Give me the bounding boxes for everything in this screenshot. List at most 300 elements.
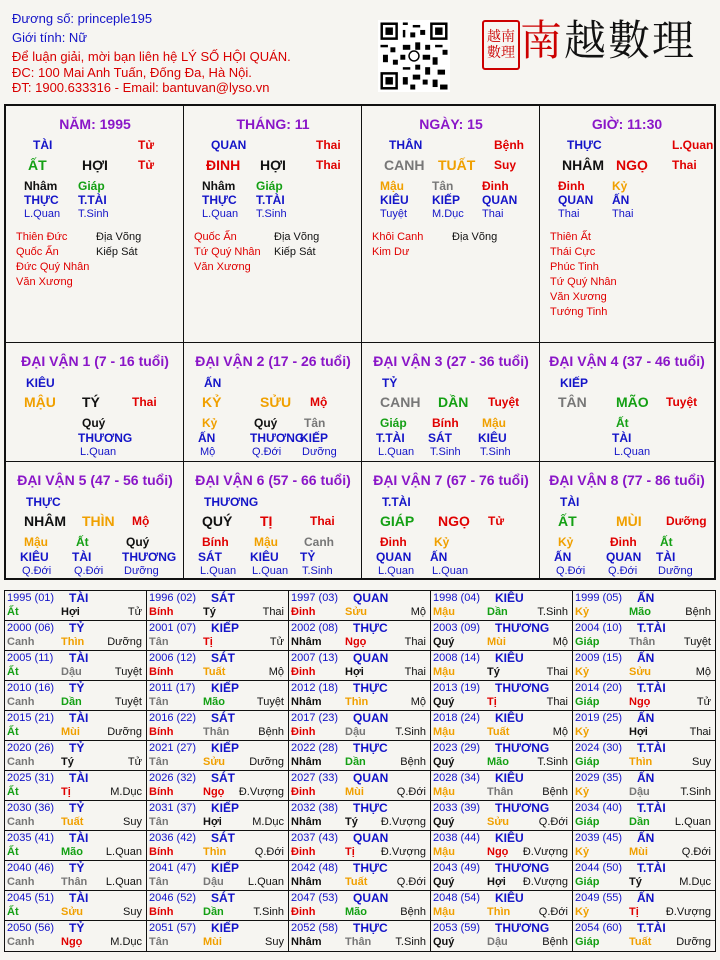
year-chi: Mùi (345, 786, 364, 798)
year-star: KIÊU (495, 591, 524, 605)
special-star: Khôi Canh (372, 231, 424, 243)
year-star: KIẾP (211, 861, 240, 875)
year-star: KIÊU (495, 771, 524, 785)
year-label: 2051 (57) (149, 922, 197, 934)
year-cell (289, 711, 431, 741)
year-label: 2037 (43) (291, 832, 339, 844)
pillar-can: CANH (384, 157, 425, 173)
year-phase: Bệnh (400, 906, 426, 918)
pillar-top-star: QUAN (211, 138, 247, 152)
hidden-stage: T.Sinh (480, 446, 511, 458)
year-label: 2007 (13) (291, 652, 339, 664)
year-cell (147, 831, 289, 861)
year-can: Đinh (291, 606, 316, 618)
year-chi: Mão (487, 756, 509, 768)
dai-van-state: Mộ (310, 395, 328, 409)
year-phase: Mộ (552, 636, 568, 648)
year-label: 2036 (42) (149, 832, 197, 844)
year-chi: Dần (629, 816, 650, 828)
dai-van-state: Tuyệt (666, 395, 698, 409)
year-phase: Tử (269, 636, 284, 648)
hidden-stage: Q.Đới (252, 446, 282, 458)
year-label: 2022 (28) (291, 742, 339, 754)
year-can: Canh (7, 876, 35, 888)
year-phase: Bệnh (400, 756, 426, 768)
year-phase: Thai (404, 636, 426, 648)
year-star: TÀI (69, 891, 89, 905)
pillar-title: GIỜ: 11:30 (591, 116, 663, 132)
dai-van-state: Mộ (132, 514, 150, 528)
year-can: Canh (7, 756, 35, 768)
special-star: Tứ Quý Nhân (194, 246, 261, 258)
hidden-stage: Dưỡng (658, 565, 693, 577)
year-chi: Mão (203, 696, 225, 708)
year-star: QUAN (353, 651, 389, 665)
hidden-star: QUAN (376, 550, 412, 564)
year-label: 2001 (07) (149, 622, 197, 634)
year-cell (147, 741, 289, 771)
year-can: Tân (149, 876, 169, 888)
year-chi: Hợi (203, 816, 222, 828)
dai-van-2 (184, 343, 362, 462)
year-chi: Hợi (345, 666, 364, 678)
year-can: Bính (149, 786, 174, 798)
year-star: TÀI (69, 831, 89, 845)
year-chi: Mùi (203, 936, 222, 948)
special-star: Tứ Quý Nhân (550, 276, 617, 288)
special-star: Văn Xương (550, 291, 607, 303)
hidden-star: QUAN (482, 193, 518, 207)
dai-van-can: KỶ (202, 394, 222, 410)
year-phase: Dưỡng (107, 636, 142, 648)
year-can: Tân (149, 936, 169, 948)
dai-van-star: KIẾP (560, 376, 589, 390)
year-star: QUAN (353, 891, 389, 905)
year-phase: Tuyệt (114, 666, 142, 678)
pillar-can: NHÂM (562, 157, 604, 173)
year-chi: Tuất (61, 816, 84, 828)
year-label: 2006 (12) (149, 652, 197, 664)
year-phase: Tử (696, 696, 711, 708)
year-star: ẤN (637, 591, 655, 605)
year-can: Canh (7, 816, 35, 828)
year-cell (147, 891, 289, 921)
year-cell (431, 711, 573, 741)
dai-van-title: ĐẠI VẬN 7 (67 - 76 tuổi) (373, 472, 529, 488)
year-cell (573, 771, 715, 801)
year-cell (147, 861, 289, 891)
year-cell (573, 651, 715, 681)
year-star: TÀI (69, 771, 89, 785)
hidden-stage: Thai (612, 208, 634, 220)
year-label: 2043 (49) (433, 862, 481, 874)
year-can: Ất (7, 726, 19, 738)
hidden-stem: Ất (616, 416, 629, 430)
year-label: 2038 (44) (433, 832, 481, 844)
hidden-star: ẤN (554, 550, 572, 564)
hidden-stem: Kỷ (202, 416, 218, 430)
year-cell (147, 651, 289, 681)
year-phase: Suy (123, 906, 142, 918)
year-star: TÀI (69, 711, 89, 725)
year-chi: Dậu (487, 936, 508, 948)
dai-van-can: MẬU (24, 394, 56, 410)
dai-van-title: ĐẠI VẬN 2 (17 - 26 tuổi) (195, 353, 351, 369)
year-star: KIẾP (211, 801, 240, 815)
hidden-stem: Mậu (254, 535, 278, 549)
year-can: Nhâm (291, 936, 322, 948)
year-phase: Đ.Vượng (238, 786, 284, 798)
year-star: TỶ (69, 801, 85, 815)
pillar-chi-state: Thai (672, 158, 697, 172)
year-can: Kỷ (575, 726, 590, 738)
year-phase: Thai (404, 666, 426, 678)
hidden-stage: T.Sinh (78, 208, 109, 220)
special-star: Địa Võng (274, 231, 320, 243)
year-label: 2002 (08) (291, 622, 339, 634)
hidden-star: QUAN (606, 550, 642, 564)
year-chi: Thìn (345, 696, 369, 708)
year-phase: Đ.Vượng (380, 846, 426, 858)
year-phase: Thai (546, 666, 568, 678)
hidden-stage: Tuyệt (380, 208, 408, 220)
pillar-month (184, 106, 362, 343)
year-star: KIÊU (495, 831, 524, 845)
dai-van-star: TÀI (560, 495, 580, 509)
hidden-stem: Kỷ (434, 535, 450, 549)
hidden-stem: Canh (304, 535, 334, 549)
dai-van-state: Tuyệt (488, 395, 520, 409)
year-star: T.TÀI (637, 801, 666, 815)
year-can: Mậu (433, 846, 455, 858)
year-can: Ất (7, 606, 19, 618)
year-can: Kỷ (575, 846, 590, 858)
year-can: Mậu (433, 726, 455, 738)
year-chi: Sửu (487, 816, 510, 828)
year-star: TỶ (69, 621, 85, 635)
hidden-stem: Giáp (380, 416, 407, 430)
year-can: Giáp (575, 816, 600, 828)
hidden-star: THƯƠNG (78, 431, 133, 445)
hidden-star: TÀI (612, 431, 632, 445)
year-chi: Dậu (629, 786, 650, 798)
address-line: ĐC: 100 Mai Anh Tuấn, Đống Đa, Hà Nội. (12, 65, 252, 80)
year-phase: M.Dục (252, 816, 284, 828)
year-chi: Tý (629, 876, 642, 888)
hidden-stem: Mậu (482, 416, 506, 430)
year-can: Nhâm (291, 816, 322, 828)
special-star: Thái Cực (550, 246, 596, 258)
year-chi: Thân (203, 726, 230, 738)
year-cell (289, 861, 431, 891)
hidden-star: T.TÀI (376, 431, 405, 445)
year-label: 2000 (06) (7, 622, 55, 634)
year-phase: Suy (692, 756, 711, 768)
year-chi: Hợi (629, 726, 648, 738)
year-star: THƯƠNG (495, 681, 550, 695)
dai-van-can: NHÂM (24, 513, 66, 529)
special-star: Phúc Tinh (550, 261, 599, 273)
hidden-stem: Mậu (380, 179, 404, 193)
year-can: Giáp (575, 636, 600, 648)
qr-code-icon[interactable] (378, 20, 450, 92)
year-label: 2047 (53) (291, 892, 339, 904)
year-chi: Tý (345, 816, 358, 828)
year-cell (431, 831, 573, 861)
year-cell (5, 741, 147, 771)
year-chi: Dần (203, 906, 224, 918)
year-star: ẤN (637, 711, 655, 725)
year-can: Đinh (291, 786, 316, 798)
hidden-stage: Mộ (200, 446, 216, 458)
year-cell (431, 681, 573, 711)
year-phase: Suy (123, 816, 142, 828)
year-star: SÁT (211, 651, 235, 665)
year-label: 2035 (41) (7, 832, 55, 844)
year-cell (573, 831, 715, 861)
hidden-star: SÁT (428, 431, 452, 445)
year-cell (5, 681, 147, 711)
dai-van-title: ĐẠI VẬN 8 (77 - 86 tuổi) (549, 472, 705, 488)
year-label: 2030 (36) (7, 802, 55, 814)
hidden-stage: L.Quan (378, 565, 415, 577)
dai-van-3 (362, 343, 540, 462)
hidden-stage: Q.Đới (22, 565, 52, 577)
year-label: 2016 (22) (149, 712, 197, 724)
year-phase: Q.Đới (396, 876, 426, 888)
year-chi: Hợi (61, 606, 80, 618)
year-star: SÁT (211, 591, 235, 605)
year-star: QUAN (353, 771, 389, 785)
year-star: TỶ (69, 741, 85, 755)
year-cell (5, 711, 147, 741)
pillar-title: NGÀY: 15 (419, 116, 483, 132)
hidden-star: THỰC (24, 193, 59, 207)
year-cell (573, 681, 715, 711)
dai-van-state: Thai (310, 514, 335, 528)
chart-grid (4, 104, 716, 580)
year-can: Kỷ (575, 606, 590, 618)
year-label: 2005 (11) (7, 652, 54, 664)
year-chi: Dậu (345, 726, 366, 738)
dai-van-chi: MÙI (616, 513, 642, 529)
special-star: Thiên Đức (16, 231, 68, 243)
year-can: Canh (7, 936, 35, 948)
hidden-stage: Thai (558, 208, 580, 220)
year-chi: Hợi (487, 876, 506, 888)
year-cell (431, 621, 573, 651)
year-can: Mậu (433, 666, 455, 678)
year-phase: Đ.Vượng (380, 816, 426, 828)
year-cell (573, 861, 715, 891)
year-label: 2010 (16) (7, 682, 55, 694)
year-can: Tân (149, 756, 169, 768)
year-can: Kỷ (575, 786, 590, 798)
year-star: KIÊU (495, 711, 524, 725)
hidden-star: SÁT (198, 550, 222, 564)
hidden-stem: Đinh (482, 179, 509, 193)
dai-van-chi: TÝ (82, 394, 100, 410)
year-can: Bính (149, 846, 174, 858)
hidden-stage: L.Quan (252, 565, 289, 577)
year-label: 2045 (51) (7, 892, 55, 904)
year-label: 2034 (40) (575, 802, 623, 814)
phone-email-line[interactable]: ĐT: 1900.633316 - Email: bantuvan@lyso.vn (12, 80, 270, 95)
year-star: SÁT (211, 891, 235, 905)
pillar-chi: HỢI (260, 157, 286, 173)
year-chi: Mão (345, 906, 367, 918)
dai-van-star: ẤN (204, 376, 222, 390)
year-chi: Thìn (61, 636, 85, 648)
year-star: THƯƠNG (495, 921, 550, 935)
year-star: SÁT (211, 831, 235, 845)
year-star: KIẾP (211, 621, 240, 635)
year-chi: Tý (487, 666, 500, 678)
hidden-star: KIÊU (478, 431, 507, 445)
year-can: Tân (149, 696, 169, 708)
hidden-stage: L.Quan (432, 565, 469, 577)
year-label: 2025 (31) (7, 772, 55, 784)
year-chi: Thân (61, 876, 88, 888)
year-can: Tân (149, 636, 169, 648)
hidden-star: TỶ (300, 550, 316, 564)
year-label: 2008 (14) (433, 652, 481, 664)
year-chi: Ngọ (345, 636, 367, 648)
year-star: KIẾP (211, 921, 240, 935)
dai-van-chi: TỊ (260, 513, 273, 529)
year-phase: Dưỡng (676, 936, 711, 948)
year-can: Kỷ (575, 666, 590, 678)
year-cell (5, 801, 147, 831)
special-star: Quốc Ấn (194, 231, 237, 243)
year-cell (573, 921, 715, 951)
year-chi: Tuất (345, 876, 368, 888)
year-label: 1996 (02) (149, 592, 197, 604)
hidden-stage: Dưỡng (124, 565, 159, 577)
year-phase: Dưỡng (107, 726, 142, 738)
dai-van-can: ẤT (558, 513, 577, 529)
year-star: SÁT (211, 771, 235, 785)
hidden-star: KIÊU (250, 550, 279, 564)
year-can: Canh (7, 636, 35, 648)
year-phase: Q.Đới (254, 846, 284, 858)
year-label: 2012 (18) (291, 682, 339, 694)
hidden-stage: L.Quan (202, 208, 239, 220)
dai-van-title: ĐẠI VẬN 1 (7 - 16 tuổi) (21, 353, 169, 369)
year-can: Mậu (433, 786, 455, 798)
year-phase: Mộ (410, 606, 426, 618)
year-cell (5, 891, 147, 921)
dai-van-star: THƯƠNG (204, 495, 259, 509)
hidden-stem: Quý (82, 416, 106, 430)
pillar-chi-state: Suy (494, 158, 517, 172)
pillar-chi: NGỌ (616, 157, 648, 173)
special-star: Tướng Tinh (550, 306, 608, 318)
year-phase: Đ.Vượng (665, 906, 711, 918)
year-phase: Tử (127, 606, 142, 618)
pillar-top-state: Thai (316, 138, 341, 152)
pillar-top-state: Bệnh (494, 138, 524, 152)
dai-van-star: THỰC (26, 495, 61, 509)
year-phase: Bệnh (258, 726, 284, 738)
year-label: 2013 (19) (433, 682, 481, 694)
year-phase: Tuyệt (256, 696, 284, 708)
hidden-star: QUAN (558, 193, 594, 207)
dai-van-chi: SỬU (260, 394, 292, 410)
gender: Giới tính: Nữ (12, 30, 88, 45)
pillar-title: THÁNG: 11 (236, 116, 310, 132)
hidden-stem: Nhâm (202, 179, 236, 193)
annual-luck-table (4, 590, 716, 952)
year-label: 2024 (30) (575, 742, 623, 754)
year-can: Giáp (575, 756, 600, 768)
hidden-stage: T.Sinh (256, 208, 287, 220)
hidden-stem: Ất (660, 535, 673, 549)
year-phase: Tuyệt (114, 696, 142, 708)
red-seal-logo: 越南數理 (482, 20, 520, 70)
year-star: QUAN (353, 591, 389, 605)
year-cell (5, 771, 147, 801)
year-can: Ất (7, 906, 19, 918)
year-chi: Thìn (629, 756, 653, 768)
pillar-title: NĂM: 1995 (59, 116, 131, 132)
hidden-star: T.TÀI (256, 193, 285, 207)
year-cell (289, 651, 431, 681)
hidden-stem: Đinh (558, 179, 585, 193)
year-chi: Mùi (487, 636, 506, 648)
hidden-stem: Giáp (256, 179, 283, 193)
year-label: 2042 (48) (291, 862, 339, 874)
hidden-stage: L.Quan (614, 446, 651, 458)
year-chi: Tý (203, 606, 216, 618)
hidden-stage: Q.Đới (556, 565, 586, 577)
year-star: KIÊU (495, 651, 524, 665)
year-can: Bính (149, 906, 174, 918)
year-star: THỰC (353, 621, 388, 635)
year-phase: T.Sinh (680, 786, 711, 798)
year-chi: Tị (629, 906, 639, 918)
year-cell (431, 891, 573, 921)
dai-van-state: Tử (488, 514, 505, 528)
year-cell (289, 831, 431, 861)
year-can: Nhâm (291, 636, 322, 648)
year-chi: Ngọ (61, 936, 83, 948)
year-can: Quý (433, 816, 455, 828)
hidden-stem: Nhâm (24, 179, 58, 193)
special-star: Kiếp Sát (96, 246, 138, 258)
year-label: 2003 (09) (433, 622, 481, 634)
year-label: 2032 (38) (291, 802, 339, 814)
year-phase: Đ.Vượng (522, 846, 568, 858)
hidden-star: KIÊU (380, 193, 409, 207)
hidden-stem: Giáp (78, 179, 105, 193)
year-can: Quý (433, 636, 455, 648)
dai-van-5 (6, 462, 184, 578)
year-cell (147, 711, 289, 741)
year-label: 2041 (47) (149, 862, 197, 874)
year-star: THỰC (353, 681, 388, 695)
dai-van-can: QUÝ (202, 513, 233, 529)
hidden-star: ẤN (198, 431, 216, 445)
year-chi: Tý (61, 756, 74, 768)
year-cell (147, 681, 289, 711)
year-cell (289, 621, 431, 651)
year-chi: Ngọ (629, 696, 651, 708)
pillar-top-star: THÂN (389, 138, 423, 152)
year-chi: Thân (487, 786, 514, 798)
hidden-stage: T.Sinh (430, 446, 461, 458)
year-cell (147, 921, 289, 951)
